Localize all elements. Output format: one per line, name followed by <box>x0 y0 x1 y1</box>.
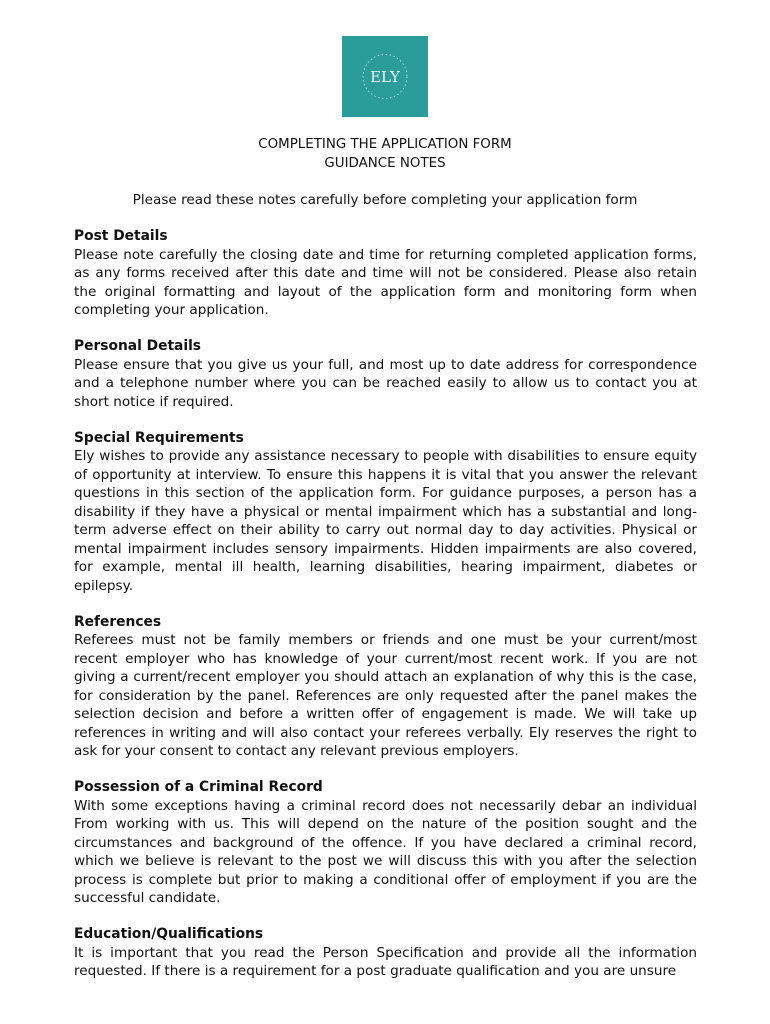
section-body: Ely wishes to provide any assistance necessary to people with disabilities to ensure equity of opportunity at interview. To ensure this happens it is vital that you answer the relevant questions in this section of the application form. For guidance purposes, a person has a disability if they have a physical or mental impairment which has a substantial and long-term adverse effect on their ability to carry out normal day to day activities. Physical or mental impairment includes sensory impairments. Hidden impairments are also covered, for example, mental ill health, learning disabilities, hearing impairment, diabetes or epilepsy. <box>74 448 697 594</box>
section-body: Please note carefully the closing date and time for returning completed application forms, as any forms received after this date and time will not be considered. Please also retain the original formatting and layout of the application form and monitoring form when completing your application. <box>74 246 697 318</box>
document-title: COMPLETING THE APPLICATION FORM <box>258 137 512 152</box>
section-body: With some exceptions having a criminal record does not necessarily debar an individual From working with us. This will depend on the nature of the position sought and the circumstances and background of the offence. If you have declared a criminal record, which we believe is relevant to the post we will discuss this with you after the selection process is complete but prior to making a conditional offer of employment if you are the successful candidate. <box>74 797 697 906</box>
section-heading: Personal Details <box>74 338 202 354</box>
section-body: Please ensure that you give us your full, and most up to date address for correspondence and a telephone number where you can be reached easily to allow us to contact you at short notice if required. <box>74 356 697 410</box>
section-special-requirements <box>74 429 697 596</box>
document-subtitle: GUIDANCE NOTES <box>324 155 446 171</box>
section-post-details <box>74 227 697 320</box>
ely-logo <box>342 36 428 117</box>
section-body: Referees must not be family members or friends and one must be your current/most recent employer who has knowledge of your current/most recent work. If you are not giving a current/recent employer you should attach an explanation of why this is the case, for consideration by the panel. References are only requested after the panel makes the selection decision and before a written offer of engagement is made. We will take up references in writing and will also contact your referees verbally. Ely reserves the right to ask for your consent to contact any relevant previous employers. <box>74 632 697 759</box>
section-heading: Education/Qualifications <box>74 926 264 942</box>
section-education-qualifications <box>74 925 697 981</box>
guidance-content <box>74 227 697 998</box>
document-title-block <box>0 136 770 173</box>
section-heading: Post Details <box>74 228 168 244</box>
section-heading: Possession of a Criminal Record <box>74 779 323 795</box>
ely-logo-icon <box>342 36 428 117</box>
section-personal-details <box>74 337 697 411</box>
logo-text: ELY <box>370 68 400 86</box>
section-heading: References <box>74 613 162 630</box>
section-criminal-record <box>74 778 697 908</box>
section-body: It is important that you read the Person Specification and provide all the information requested. If there is a requirement for a post graduate qualification and you are unsure <box>74 944 697 979</box>
section-heading: Special Requirements <box>74 429 244 446</box>
intro-text: Please read these notes carefully before completing your application form <box>132 192 638 208</box>
section-references <box>74 613 697 761</box>
